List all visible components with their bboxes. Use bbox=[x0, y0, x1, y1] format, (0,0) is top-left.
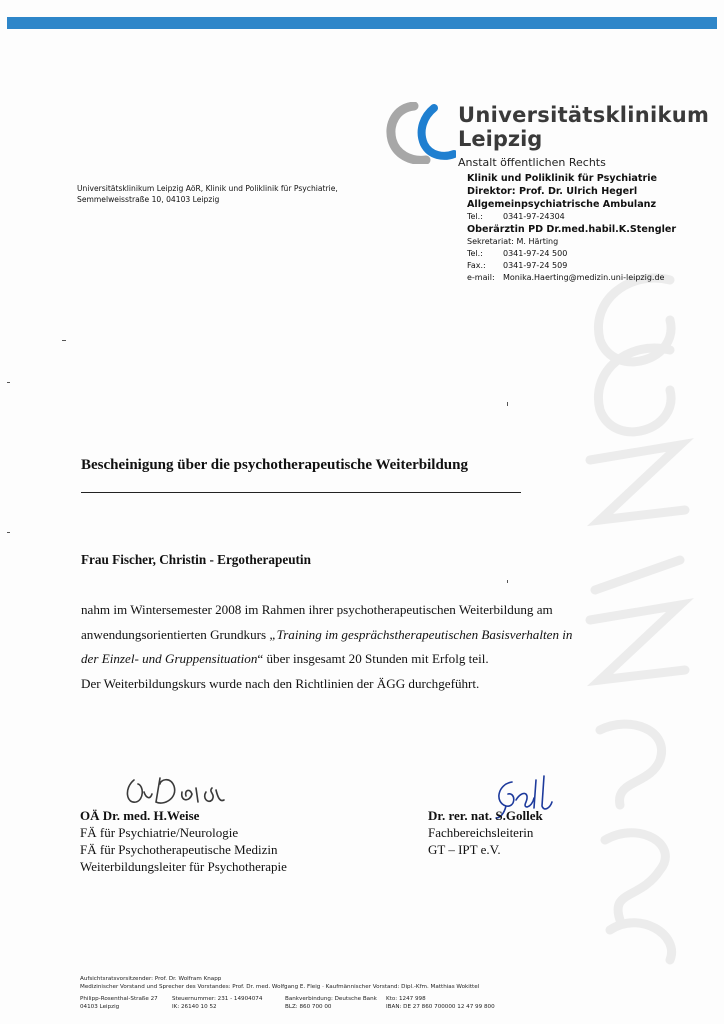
fax-label: Fax.: bbox=[467, 261, 486, 270]
footer-executive-board: Medizinischer Vorstand und Sprecher des Vorstandes: Prof. Dr. med. Wolfgang E. Fleig · Kaufmännischer Vorstand: Dipl.-Kfm. Matthias Wokittel bbox=[80, 983, 480, 990]
top-color-bar bbox=[7, 17, 717, 29]
clinic-contact-block bbox=[467, 172, 717, 284]
signatory-left-title-3: Weiterbildungsleiter für Psychotherapie bbox=[80, 859, 287, 874]
body-text: anwendungsorientierten Grundkurs bbox=[81, 626, 270, 642]
sender-address bbox=[77, 183, 347, 205]
footer-street: Philipp-Rosenthal-Straße 27 bbox=[80, 996, 158, 1002]
footer-account bbox=[386, 996, 495, 1011]
secretariat-text: Sekretariat: M. Härting bbox=[467, 237, 559, 246]
brand-legal-form: Anstalt öffentlichen Rechts bbox=[458, 156, 606, 169]
recipient-name: Frau Fischer, Christin - Ergotherapeutin bbox=[81, 552, 311, 567]
signatory-right-title-2: GT – IPT e.V. bbox=[428, 842, 501, 857]
phone-label: Tel.: bbox=[467, 249, 483, 258]
signatory-left-name: OÄ Dr. med. H.Weise bbox=[80, 808, 200, 823]
clinic-name: Klinik und Poliklinik für Psychiatrie bbox=[467, 173, 658, 184]
document-title: Bescheinigung über die psychotherapeutische Weiterbildung bbox=[81, 457, 468, 473]
footer-ik-number: IK: 26140 10 52 bbox=[172, 1003, 217, 1010]
fax-value: 0341-97-24 509 bbox=[503, 261, 568, 270]
signatory-left bbox=[80, 807, 287, 875]
footer-bank-name: Bankverbindung: Deutsche Bank bbox=[285, 996, 377, 1002]
footer-bank-code: BLZ: 860 700 00 bbox=[285, 1003, 332, 1010]
footer-tax bbox=[172, 996, 262, 1011]
phone-row-2 bbox=[467, 248, 717, 260]
footer-bank bbox=[285, 996, 377, 1011]
brand-name-line1: Universitätsklinikum bbox=[458, 103, 710, 127]
course-title-cont: der Einzel- und Gruppensituation bbox=[81, 651, 258, 666]
secretariat bbox=[467, 236, 717, 248]
email-label: e-mail: bbox=[467, 273, 495, 282]
sender-line-2: Semmelweisstraße 10, 04103 Leipzig bbox=[77, 195, 220, 204]
body-line-1: nahm im Wintersemester 2008 im Rahmen ihrer psychotherapeutischen Weiterbildung am bbox=[81, 602, 553, 617]
footer-city: 04103 Leipzig bbox=[80, 1003, 120, 1010]
email-value: Monika.Haerting@medizin.uni-leipzig.de bbox=[503, 273, 665, 282]
fax-row bbox=[467, 260, 717, 272]
signatory-right-title-1: Fachbereichsleiterin bbox=[428, 825, 534, 840]
senior-physician: Oberärztin PD Dr.med.habil.K.Stengler bbox=[467, 224, 677, 235]
body-text: “ über insgesamt 20 Stunden mit Erfolg teil. bbox=[257, 651, 489, 666]
phone-value: 0341-97-24304 bbox=[503, 212, 565, 221]
footer-address bbox=[80, 996, 158, 1011]
brand-name-line2: Leipzig bbox=[458, 127, 543, 151]
footer-account-number: Kto: 1247 998 bbox=[386, 996, 426, 1002]
university-logo-icon bbox=[378, 102, 456, 164]
footer-iban: IBAN: DE 27 860 700000 12 47 99 800 bbox=[386, 1003, 495, 1010]
signatory-right-name: Dr. rer. nat. S.Gollek bbox=[428, 808, 543, 823]
body-line-3 bbox=[81, 647, 641, 672]
course-title: „Training im gesprächstherapeutischen Basisverhalten in bbox=[269, 626, 573, 642]
clinic-director: Direktor: Prof. Dr. Ulrich Hegerl bbox=[467, 186, 638, 197]
email-row bbox=[467, 272, 717, 284]
footer-tax-number: Steuernummer: 231 - 14904074 bbox=[172, 996, 263, 1002]
sender-line-1: Universitätsklinikum Leipzig AöR, Klinik und Poliklinik für Psychiatrie, bbox=[77, 184, 338, 193]
signatory-left-title-2: FÄ für Psychotherapeutische Medizin bbox=[80, 842, 278, 857]
footer-board bbox=[80, 976, 500, 991]
title-underline bbox=[81, 492, 521, 493]
certificate-body bbox=[81, 598, 641, 696]
signatory-left-title-1: FÄ für Psychiatrie/Neurologie bbox=[80, 825, 239, 840]
phone-value: 0341-97-24 500 bbox=[503, 249, 568, 258]
signatory-right bbox=[428, 807, 543, 858]
clinic-ambulance: Allgemeinpsychiatrische Ambulanz bbox=[467, 199, 657, 210]
phone-row-1 bbox=[467, 211, 717, 223]
signature-left bbox=[120, 762, 230, 810]
body-line-4: Der Weiterbildungskurs wurde nach den Richtlinien der ÄGG durchgeführt. bbox=[81, 675, 480, 691]
footer-supervisory-board: Aufsichtsratsvorsitzender: Prof. Dr. Wolfram Knapp bbox=[80, 976, 222, 982]
phone-label: Tel.: bbox=[467, 212, 483, 221]
body-line-2 bbox=[81, 623, 641, 648]
